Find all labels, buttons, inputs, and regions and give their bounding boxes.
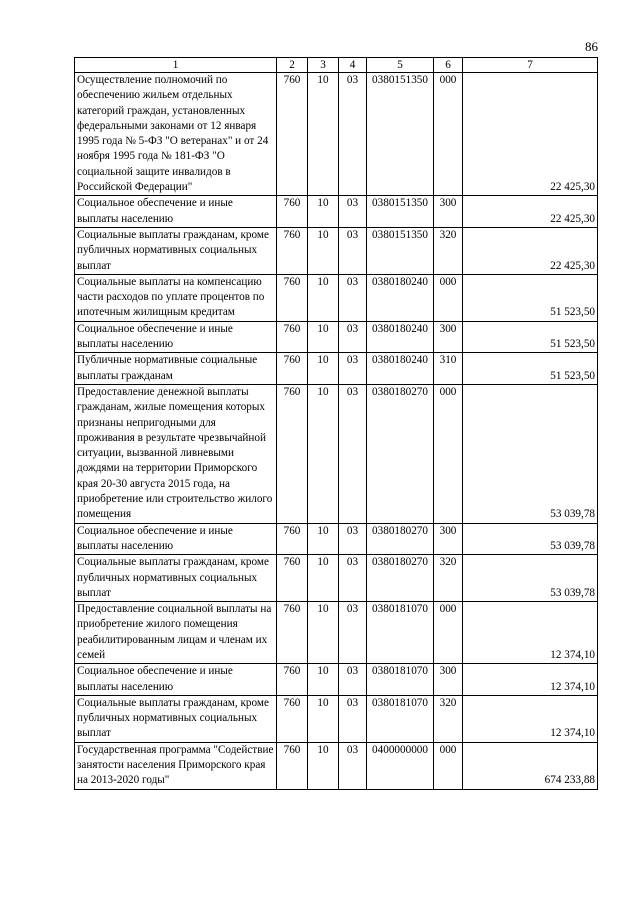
cell-col-5: 0380180270 <box>367 523 434 555</box>
column-header-2: 2 <box>277 58 308 73</box>
table-row <box>75 196 598 228</box>
cell-col-3: 10 <box>308 602 339 664</box>
table-row <box>75 602 598 664</box>
cell-col-6: 000 <box>434 384 463 523</box>
cell-col-2: 760 <box>277 664 308 696</box>
cell-col-6: 000 <box>434 602 463 664</box>
row-amount-cell: 12 374,10 <box>463 664 598 696</box>
row-name-cell: Предоставление социальной выплаты на приобретение жилого помещения реабилитированным лицам и членам их семей <box>75 602 277 664</box>
table-row <box>75 274 598 321</box>
row-amount-cell: 51 523,50 <box>463 353 598 385</box>
cell-col-3: 10 <box>308 523 339 555</box>
cell-col-2: 760 <box>277 384 308 523</box>
cell-col-3: 10 <box>308 384 339 523</box>
table-row <box>75 742 598 789</box>
row-name-cell: Осуществление полномочий по обеспечению жильем отдельных категорий граждан, установленных федеральными законами от 12 января 1995 года № 5-ФЗ "О ветеранах" и от 24 ноября 1995 года № 181-ФЗ "О социальной защите инвалидов в Российской Федерации" <box>75 73 277 196</box>
row-name-cell: Социальное обеспечение и иные выплаты населению <box>75 321 277 353</box>
table-row <box>75 664 598 696</box>
cell-col-4: 03 <box>339 742 367 789</box>
cell-col-2: 760 <box>277 73 308 196</box>
row-amount-cell: 12 374,10 <box>463 695 598 742</box>
row-amount-cell: 53 039,78 <box>463 384 598 523</box>
row-amount-cell: 12 374,10 <box>463 602 598 664</box>
cell-col-5: 0380181070 <box>367 602 434 664</box>
header-row <box>75 58 598 73</box>
cell-col-5: 0380180240 <box>367 353 434 385</box>
cell-col-4: 03 <box>339 73 367 196</box>
cell-col-5: 0380151350 <box>367 227 434 274</box>
cell-col-4: 03 <box>339 321 367 353</box>
budget-table <box>74 57 598 790</box>
cell-col-4: 03 <box>339 227 367 274</box>
page-number: 86 <box>585 39 598 54</box>
cell-col-5: 0380181070 <box>367 664 434 696</box>
column-header-1: 1 <box>75 58 277 73</box>
row-amount-cell: 22 425,30 <box>463 227 598 274</box>
table-header <box>75 58 598 73</box>
row-name-cell: Публичные нормативные социальные выплаты гражданам <box>75 353 277 385</box>
column-header-4: 4 <box>339 58 367 73</box>
column-header-5: 5 <box>367 58 434 73</box>
row-name-cell: Социальные выплаты гражданам, кроме публичных нормативных социальных выплат <box>75 227 277 274</box>
cell-col-5: 0400000000 <box>367 742 434 789</box>
cell-col-6: 000 <box>434 742 463 789</box>
cell-col-4: 03 <box>339 353 367 385</box>
row-name-cell: Социальное обеспечение и иные выплаты населению <box>75 523 277 555</box>
cell-col-2: 760 <box>277 523 308 555</box>
row-amount-cell: 22 425,30 <box>463 196 598 228</box>
cell-col-5: 0380180270 <box>367 555 434 602</box>
row-amount-cell: 22 425,30 <box>463 73 598 196</box>
cell-col-5: 0380181070 <box>367 695 434 742</box>
cell-col-4: 03 <box>339 602 367 664</box>
row-amount-cell: 51 523,50 <box>463 321 598 353</box>
cell-col-6: 000 <box>434 73 463 196</box>
row-name-cell: Социальные выплаты на компенсацию части расходов по уплате процентов по ипотечным жилищным кредитам <box>75 274 277 321</box>
cell-col-4: 03 <box>339 196 367 228</box>
column-header-7: 7 <box>463 58 598 73</box>
cell-col-5: 0380180240 <box>367 274 434 321</box>
cell-col-6: 320 <box>434 555 463 602</box>
cell-col-6: 320 <box>434 227 463 274</box>
cell-col-5: 0380151350 <box>367 196 434 228</box>
row-name-cell: Социальное обеспечение и иные выплаты населению <box>75 664 277 696</box>
cell-col-2: 760 <box>277 274 308 321</box>
cell-col-3: 10 <box>308 695 339 742</box>
cell-col-6: 000 <box>434 274 463 321</box>
cell-col-3: 10 <box>308 664 339 696</box>
cell-col-2: 760 <box>277 353 308 385</box>
cell-col-6: 320 <box>434 695 463 742</box>
cell-col-3: 10 <box>308 321 339 353</box>
cell-col-2: 760 <box>277 321 308 353</box>
cell-col-4: 03 <box>339 664 367 696</box>
row-amount-cell: 53 039,78 <box>463 523 598 555</box>
cell-col-4: 03 <box>339 555 367 602</box>
cell-col-3: 10 <box>308 196 339 228</box>
cell-col-2: 760 <box>277 227 308 274</box>
row-amount-cell: 51 523,50 <box>463 274 598 321</box>
row-name-cell: Социальные выплаты гражданам, кроме публичных нормативных социальных выплат <box>75 555 277 602</box>
cell-col-5: 0380180270 <box>367 384 434 523</box>
column-header-6: 6 <box>434 58 463 73</box>
row-amount-cell: 53 039,78 <box>463 555 598 602</box>
cell-col-3: 10 <box>308 274 339 321</box>
row-amount-cell: 674 233,88 <box>463 742 598 789</box>
table-row <box>75 555 598 602</box>
table-row <box>75 353 598 385</box>
cell-col-6: 300 <box>434 523 463 555</box>
cell-col-3: 10 <box>308 555 339 602</box>
cell-col-4: 03 <box>339 695 367 742</box>
table-row <box>75 384 598 523</box>
cell-col-4: 03 <box>339 384 367 523</box>
row-name-cell: Предоставление денежной выплаты гражданам, жилые помещения которых признаны непригодными для проживания в результате чрезвычайной ситуации, вызванной ливневыми дождями на территории Приморского края 20-30 августа 2015 года, на приобретение или строительство жилого помещения <box>75 384 277 523</box>
cell-col-3: 10 <box>308 227 339 274</box>
cell-col-5: 0380151350 <box>367 73 434 196</box>
cell-col-2: 760 <box>277 602 308 664</box>
cell-col-5: 0380180240 <box>367 321 434 353</box>
cell-col-6: 310 <box>434 353 463 385</box>
table-row <box>75 695 598 742</box>
table-body <box>75 73 598 790</box>
cell-col-6: 300 <box>434 664 463 696</box>
table-row <box>75 321 598 353</box>
row-name-cell: Социальные выплаты гражданам, кроме публичных нормативных социальных выплат <box>75 695 277 742</box>
cell-col-3: 10 <box>308 742 339 789</box>
cell-col-2: 760 <box>277 196 308 228</box>
cell-col-2: 760 <box>277 555 308 602</box>
table-row <box>75 523 598 555</box>
cell-col-4: 03 <box>339 274 367 321</box>
table-row <box>75 227 598 274</box>
cell-col-6: 300 <box>434 321 463 353</box>
cell-col-2: 760 <box>277 695 308 742</box>
cell-col-3: 10 <box>308 73 339 196</box>
row-name-cell: Социальное обеспечение и иные выплаты населению <box>75 196 277 228</box>
column-header-3: 3 <box>308 58 339 73</box>
table-row <box>75 73 598 196</box>
cell-col-6: 300 <box>434 196 463 228</box>
row-name-cell: Государственная программа "Содействие занятости населения Приморского края на 2013-2020 годы" <box>75 742 277 789</box>
cell-col-3: 10 <box>308 353 339 385</box>
cell-col-4: 03 <box>339 523 367 555</box>
cell-col-2: 760 <box>277 742 308 789</box>
